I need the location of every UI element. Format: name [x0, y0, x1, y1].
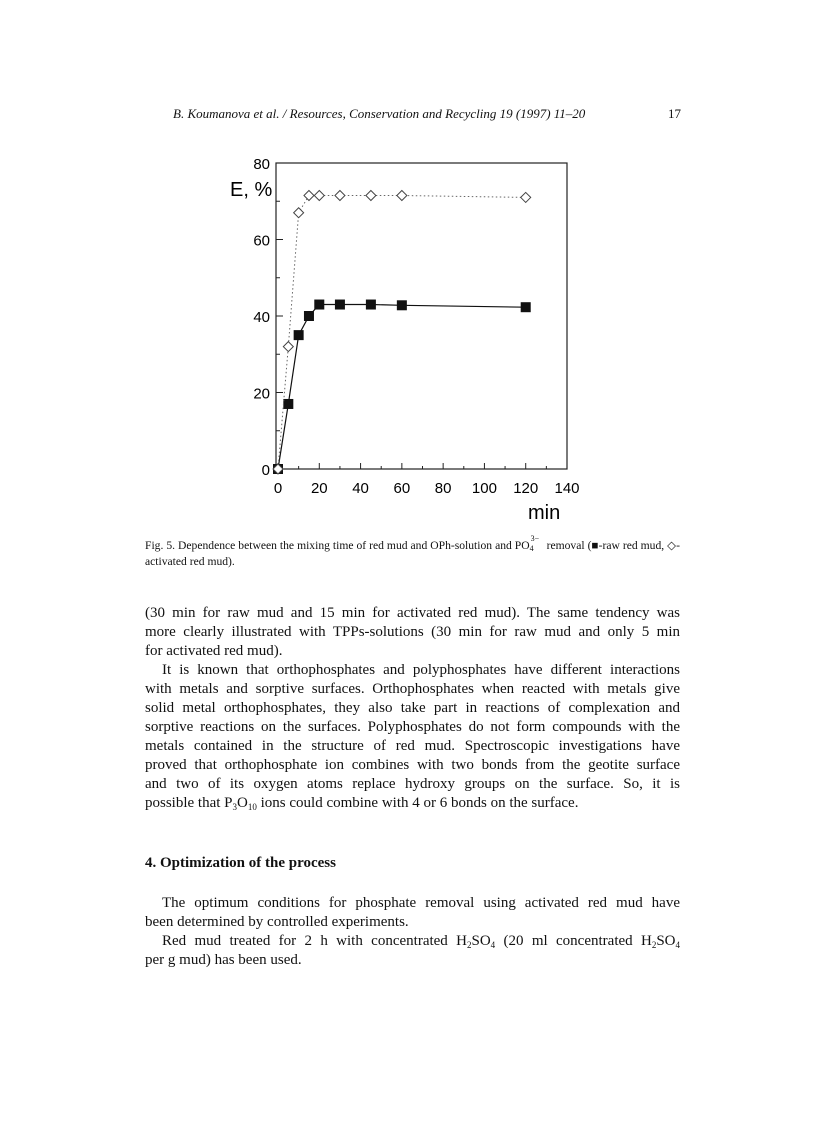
- y-axis-label: E, %: [230, 179, 273, 201]
- figure-5-chart: [0, 0, 816, 530]
- caption-sup: 3−: [530, 534, 540, 543]
- text-line: (30 min for raw mud and 15 min for activated red mud). The same tendency was: [145, 605, 680, 621]
- data-point-activated: [366, 191, 376, 201]
- text: O: [237, 795, 248, 811]
- text: SO: [471, 933, 491, 949]
- paragraph-1: [145, 604, 680, 661]
- caption-text: Fig. 5. Dependence between the mixing time of red mud and OPh-solution and PO: [145, 539, 530, 552]
- section-heading: 4. Optimization of the process: [145, 855, 336, 871]
- text-line: [145, 932, 680, 951]
- text-line: per g mud) has been used.: [145, 952, 302, 968]
- data-point-activated: [294, 208, 304, 218]
- caption-sub: 4: [529, 544, 534, 553]
- data-point-raw: [294, 330, 304, 340]
- figure-caption: [145, 534, 680, 570]
- series-line-raw: [278, 305, 526, 469]
- y-tick-label: 40: [253, 309, 270, 326]
- x-tick-label: 60: [393, 480, 411, 497]
- text: possible that P: [145, 795, 233, 811]
- y-tick-label: 80: [253, 156, 270, 173]
- data-point-raw: [283, 399, 293, 409]
- data-point-activated: [335, 191, 345, 201]
- text-line: proved that orthophosphate ion combines with two bonds from the geotite surface: [145, 757, 680, 773]
- x-tick-label: 120: [513, 480, 539, 497]
- caption-subsup: [529, 534, 544, 553]
- x-tick-label: 40: [352, 480, 369, 497]
- page-number: 17: [668, 106, 681, 121]
- text-line: metals contained in the structure of red mud. Spectroscopic investigations have: [145, 738, 680, 754]
- text: ions could combine with 4 or 6 bonds on the surface.: [256, 795, 579, 811]
- text-line: solid metal orthophosphates, they also take part in reactions of complexation and: [145, 700, 680, 716]
- x-axis-label: min: [528, 502, 561, 524]
- text-line: been determined by controlled experiments.: [145, 914, 409, 930]
- data-point-activated: [397, 191, 407, 201]
- subscript: 10: [247, 802, 257, 812]
- data-point-raw: [314, 300, 324, 310]
- running-header: B. Koumanova et al. / Resources, Conservation and Recycling 19 (1997) 11–20: [173, 106, 586, 121]
- data-point-raw: [304, 311, 314, 321]
- x-tick-label: 20: [310, 480, 328, 497]
- data-point-activated: [521, 192, 531, 202]
- data-point-activated: [283, 342, 293, 352]
- subscript: 3: [232, 802, 238, 812]
- text-line: sorptive reactions on the surfaces. Polyphosphates do not form compounds with the: [145, 719, 680, 735]
- text: SO: [656, 933, 676, 949]
- data-point-activated: [314, 191, 324, 201]
- text: Red mud treated for 2 h with concentrated H: [162, 933, 467, 949]
- caption-text-2: removal (■-raw red mud, ◇-activated red mud).: [145, 539, 680, 568]
- series-line-activated: [278, 196, 526, 469]
- y-tick-label: 60: [253, 232, 270, 250]
- text-line: The optimum conditions for phosphate removal using activated red mud have: [162, 895, 680, 911]
- data-point-raw: [521, 302, 531, 312]
- paragraph-3: [145, 894, 680, 970]
- x-tick-label: 140: [554, 480, 580, 497]
- text-line: more clearly illustrated with TPPs-solutions (30 min for raw mud and only 5 min: [145, 624, 680, 640]
- subscript: 4: [490, 940, 496, 950]
- text-line: for activated red mud).: [145, 643, 283, 659]
- subscript: 2: [651, 940, 657, 950]
- y-tick-label: 0: [261, 462, 270, 479]
- subscript: 4: [675, 940, 681, 950]
- data-point-activated: [304, 191, 314, 201]
- subscript: 2: [466, 940, 472, 950]
- data-point-raw: [366, 300, 376, 310]
- text-line: and two of its oxygen atoms replace hydroxy groups on the surface. So, it is: [145, 776, 680, 792]
- text-line: with metals and sorptive surfaces. Orthophosphates when reacted with metals give: [145, 681, 680, 697]
- y-tick-label: 20: [253, 385, 270, 403]
- x-tick-label: 0: [273, 480, 283, 497]
- data-point-raw: [397, 300, 407, 310]
- text-line: It is known that orthophosphates and polyphosphates have different interactions: [162, 662, 680, 678]
- data-point-raw: [335, 300, 345, 310]
- x-tick-label: 100: [471, 480, 497, 497]
- paragraph-2: [145, 661, 680, 813]
- text-line: [145, 794, 680, 813]
- x-tick-label: 80: [434, 480, 452, 497]
- plot-frame: [276, 163, 567, 469]
- text: (20 ml concentrated H: [495, 933, 652, 949]
